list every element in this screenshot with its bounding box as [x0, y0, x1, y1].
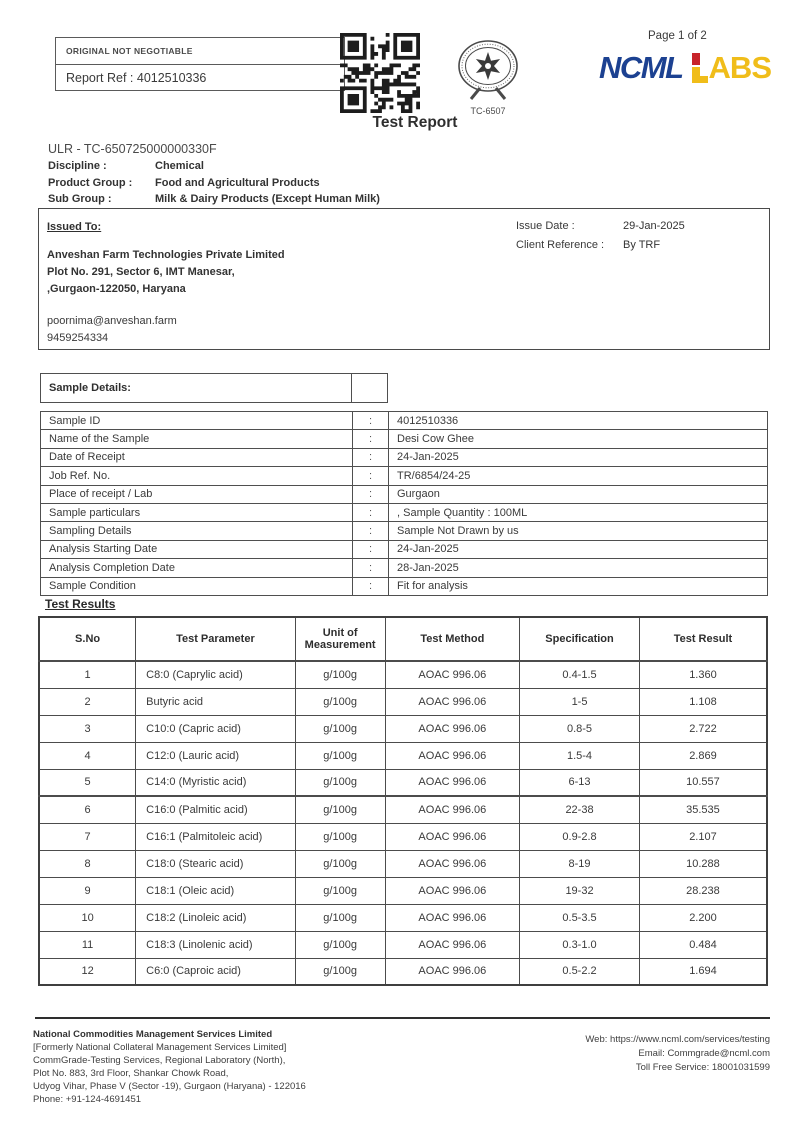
colon-cell: : [353, 485, 389, 503]
table-row [41, 559, 768, 577]
cell-specification: 8-19 [520, 850, 640, 877]
cell-parameter: C16:0 (Palmitic acid) [136, 796, 296, 823]
cell-unit: g/100g [295, 742, 385, 769]
footer-line: Plot No. 883, 3rd Floor, Shankar Chowk Road, [33, 1068, 229, 1079]
meta-block [48, 160, 380, 210]
meta-label: Sub Group : [48, 193, 112, 205]
meta-row-sub-group [48, 193, 380, 205]
cell-unit: g/100g [295, 796, 385, 823]
sample-row-label: Sample particulars [41, 503, 353, 521]
cell-sno: 9 [39, 877, 136, 904]
cell-specification: 0.8-5 [520, 715, 640, 742]
cell-method: AOAC 996.06 [385, 769, 520, 796]
colon-cell: : [353, 540, 389, 558]
cell-method: AOAC 996.06 [385, 931, 520, 958]
footer-company-block [33, 1028, 306, 1106]
footer-tollfree: Toll Free Service: 18001031599 [635, 1062, 770, 1073]
table-row [41, 448, 768, 466]
cell-result: 1.694 [639, 958, 767, 985]
cell-parameter: C6:0 (Caproic acid) [136, 958, 296, 985]
issue-info [516, 220, 685, 258]
cell-parameter: C18:1 (Oleic acid) [136, 877, 296, 904]
footer-email: Email: Commgrade@ncml.com [638, 1048, 770, 1059]
table-row [39, 715, 767, 742]
report-ref: Report Ref : 4012510336 [66, 70, 207, 85]
table-row [39, 850, 767, 877]
cell-specification: 0.5-2.2 [520, 958, 640, 985]
cell-parameter: C18:2 (Linoleic acid) [136, 904, 296, 931]
cell-method: AOAC 996.06 [385, 823, 520, 850]
colon-cell: : [353, 559, 389, 577]
cell-sno: 10 [39, 904, 136, 931]
meta-label: Discipline : [48, 160, 107, 172]
cell-unit: g/100g [295, 769, 385, 796]
logo-ncml-text: NCML [599, 50, 683, 85]
cell-sno: 5 [39, 769, 136, 796]
logo-labs-l-icon [692, 53, 709, 83]
cell-result: 1.108 [639, 688, 767, 715]
client-phone: 9459254334 [47, 332, 109, 344]
issued-to-heading: Issued To: [47, 221, 102, 233]
cell-unit: g/100g [295, 904, 385, 931]
sample-row-label: Date of Receipt [41, 448, 353, 466]
colon-cell: : [353, 430, 389, 448]
cell-method: AOAC 996.06 [385, 877, 520, 904]
meta-value: Milk & Dairy Products (Except Human Milk) [155, 193, 380, 205]
meta-label: Product Group : [48, 176, 133, 189]
cell-parameter: C10:0 (Capric acid) [136, 715, 296, 742]
sample-row-label: Place of receipt / Lab [41, 485, 353, 503]
table-row [41, 485, 768, 503]
table-header-row [39, 617, 767, 661]
cell-method: AOAC 996.06 [385, 688, 520, 715]
cell-specification: 0.9-2.8 [520, 823, 640, 850]
footer-line: [Formerly National Collateral Management Services Limited] [33, 1042, 287, 1053]
cell-sno: 1 [39, 661, 136, 688]
footer-line: Udyog Vihar, Phase V (Sector -19), Gurgaon (Haryana) - 122016 [33, 1081, 306, 1092]
cell-parameter: C18:3 (Linolenic acid) [136, 931, 296, 958]
cell-unit: g/100g [295, 823, 385, 850]
cell-sno: 11 [39, 931, 136, 958]
meta-value: Food and Agricultural Products [155, 176, 320, 189]
cell-specification: 1-5 [520, 688, 640, 715]
cell-method: AOAC 996.06 [385, 850, 520, 877]
sample-row-label: Sampling Details [41, 522, 353, 540]
table-row [39, 742, 767, 769]
sample-details-header-spacer [352, 374, 387, 402]
sample-row-label: Sample Condition [41, 577, 353, 595]
colon-cell: : [353, 412, 389, 430]
sample-row-value: 24-Jan-2025 [389, 448, 768, 466]
cell-result: 2.200 [639, 904, 767, 931]
meta-value: Chemical [155, 160, 204, 172]
issue-date-row [516, 220, 685, 232]
cell-result: 10.557 [639, 769, 767, 796]
cell-method: AOAC 996.06 [385, 661, 520, 688]
cell-parameter: C18:0 (Stearic acid) [136, 850, 296, 877]
table-row [41, 467, 768, 485]
sample-row-value: 24-Jan-2025 [389, 540, 768, 558]
sample-details-header [40, 373, 388, 403]
table-row [41, 430, 768, 448]
sample-row-label: Analysis Completion Date [41, 559, 353, 577]
cell-specification: 22-38 [520, 796, 640, 823]
column-header-parameter: Test Parameter [136, 617, 296, 661]
sample-row-label: Name of the Sample [41, 430, 353, 448]
client-address-line: Plot No. 291, Sector 6, IMT Manesar, [47, 266, 235, 278]
cell-result: 28.238 [639, 877, 767, 904]
cell-specification: 1.5-4 [520, 742, 640, 769]
client-reference-value: By TRF [623, 239, 661, 251]
colon-cell: : [353, 448, 389, 466]
logo-labs-abs-text: ABS [708, 49, 771, 85]
cell-sno: 2 [39, 688, 136, 715]
table-row [39, 877, 767, 904]
cell-specification: 0.4-1.5 [520, 661, 640, 688]
cell-sno: 4 [39, 742, 136, 769]
cell-unit: g/100g [295, 931, 385, 958]
meta-row-product-group [48, 177, 380, 189]
cell-result: 2.869 [639, 742, 767, 769]
cell-parameter: C14:0 (Myristic acid) [136, 769, 296, 796]
table-row [41, 522, 768, 540]
test-results-table [38, 616, 768, 986]
cell-sno: 6 [39, 796, 136, 823]
cell-sno: 12 [39, 958, 136, 985]
ncml-labs-logo [599, 49, 771, 85]
nabl-accreditation-seal [455, 38, 521, 116]
cell-unit: g/100g [295, 715, 385, 742]
sample-row-value: , Sample Quantity : 100ML [389, 503, 768, 521]
meta-row-discipline [48, 160, 380, 172]
cell-unit: g/100g [295, 688, 385, 715]
table-row [39, 931, 767, 958]
column-header-result: Test Result [639, 617, 767, 661]
sample-row-value: Fit for analysis [389, 577, 768, 595]
seal-icon [456, 38, 520, 100]
column-header-specification: Specification [520, 617, 640, 661]
cell-parameter: C8:0 (Caprylic acid) [136, 661, 296, 688]
cell-method: AOAC 996.06 [385, 742, 520, 769]
footer-web: Web: https://www.ncml.com/services/testing [585, 1034, 770, 1045]
issued-to-box [38, 208, 770, 350]
client-reference-row [516, 239, 685, 251]
footer-divider [35, 1017, 770, 1019]
qr-code [340, 33, 420, 113]
sample-row-value: 4012510336 [389, 412, 768, 430]
footer-contact-block [585, 1033, 770, 1075]
cell-unit: g/100g [295, 958, 385, 985]
client-address [47, 247, 285, 298]
column-header-sno: S.No [39, 617, 136, 661]
logo-labs-text [692, 49, 771, 85]
cell-specification: 0.3-1.0 [520, 931, 640, 958]
cell-method: AOAC 996.06 [385, 904, 520, 931]
cell-unit: g/100g [295, 661, 385, 688]
accreditation-code: TC-6507 [470, 106, 506, 116]
cell-result: 35.535 [639, 796, 767, 823]
client-reference-label: Client Reference : [516, 239, 605, 251]
sample-row-value: Desi Cow Ghee [389, 430, 768, 448]
table-row [39, 688, 767, 715]
cell-unit: g/100g [295, 850, 385, 877]
colon-cell: : [353, 503, 389, 521]
cell-sno: 7 [39, 823, 136, 850]
table-row [39, 769, 767, 796]
footer-company-name: National Commodities Management Services Limited [33, 1029, 273, 1040]
colon-cell: : [353, 577, 389, 595]
cell-result: 2.722 [639, 715, 767, 742]
sample-row-label: Job Ref. No. [41, 467, 353, 485]
footer-line: CommGrade-Testing Services, Regional Laboratory (North), [33, 1055, 286, 1066]
cell-unit: g/100g [295, 877, 385, 904]
table-row [41, 577, 768, 595]
table-row [39, 661, 767, 688]
cell-result: 10.288 [639, 850, 767, 877]
cell-method: AOAC 996.06 [385, 796, 520, 823]
cell-parameter: C16:1 (Palmitoleic acid) [136, 823, 296, 850]
original-label: ORIGINAL NOT NEGOTIABLE [56, 38, 344, 65]
table-row [39, 958, 767, 985]
sample-row-value: 28-Jan-2025 [389, 559, 768, 577]
table-row [39, 796, 767, 823]
cell-parameter: C12:0 (Lauric acid) [136, 742, 296, 769]
cell-result: 0.484 [639, 931, 767, 958]
colon-cell: : [353, 467, 389, 485]
page-number: Page 1 of 2 [648, 30, 707, 42]
sample-row-label: Analysis Starting Date [41, 540, 353, 558]
table-row [39, 823, 767, 850]
cell-parameter: Butyric acid [136, 688, 296, 715]
ulr-number: ULR - TC-650725000000330F [48, 142, 217, 156]
sample-row-value: Gurgaon [389, 485, 768, 503]
table-row [41, 412, 768, 430]
cell-specification: 19-32 [520, 877, 640, 904]
report-title: Test Report [372, 114, 458, 131]
client-email: poornima@anveshan.farm [47, 315, 177, 327]
column-header-method: Test Method [385, 617, 520, 661]
colon-cell: : [353, 522, 389, 540]
table-row [41, 503, 768, 521]
footer-phone: Phone: +91-124-4691451 [33, 1094, 142, 1105]
table-row [41, 540, 768, 558]
client-contact [47, 313, 177, 347]
cell-method: AOAC 996.06 [385, 715, 520, 742]
sample-row-label: Sample ID [41, 412, 353, 430]
test-results-heading: Test Results [45, 597, 116, 611]
cell-specification: 6-13 [520, 769, 640, 796]
sample-details-table [40, 411, 768, 596]
issue-date-value: 29-Jan-2025 [623, 220, 685, 232]
cell-result: 2.107 [639, 823, 767, 850]
original-not-negotiable-box [55, 37, 345, 91]
issue-date-label: Issue Date : [516, 220, 575, 232]
cell-specification: 0.5-3.5 [520, 904, 640, 931]
cell-method: AOAC 996.06 [385, 958, 520, 985]
client-address-line: ,Gurgaon-122050, Haryana [47, 283, 186, 295]
sample-row-value: Sample Not Drawn by us [389, 522, 768, 540]
sample-details-heading: Sample Details: [41, 374, 352, 402]
table-row [39, 904, 767, 931]
cell-result: 1.360 [639, 661, 767, 688]
column-header-unit: Unit of Measurement [295, 617, 385, 661]
client-company-name: Anveshan Farm Technologies Private Limited [47, 249, 285, 261]
cell-sno: 8 [39, 850, 136, 877]
sample-row-value: TR/6854/24-25 [389, 467, 768, 485]
cell-sno: 3 [39, 715, 136, 742]
